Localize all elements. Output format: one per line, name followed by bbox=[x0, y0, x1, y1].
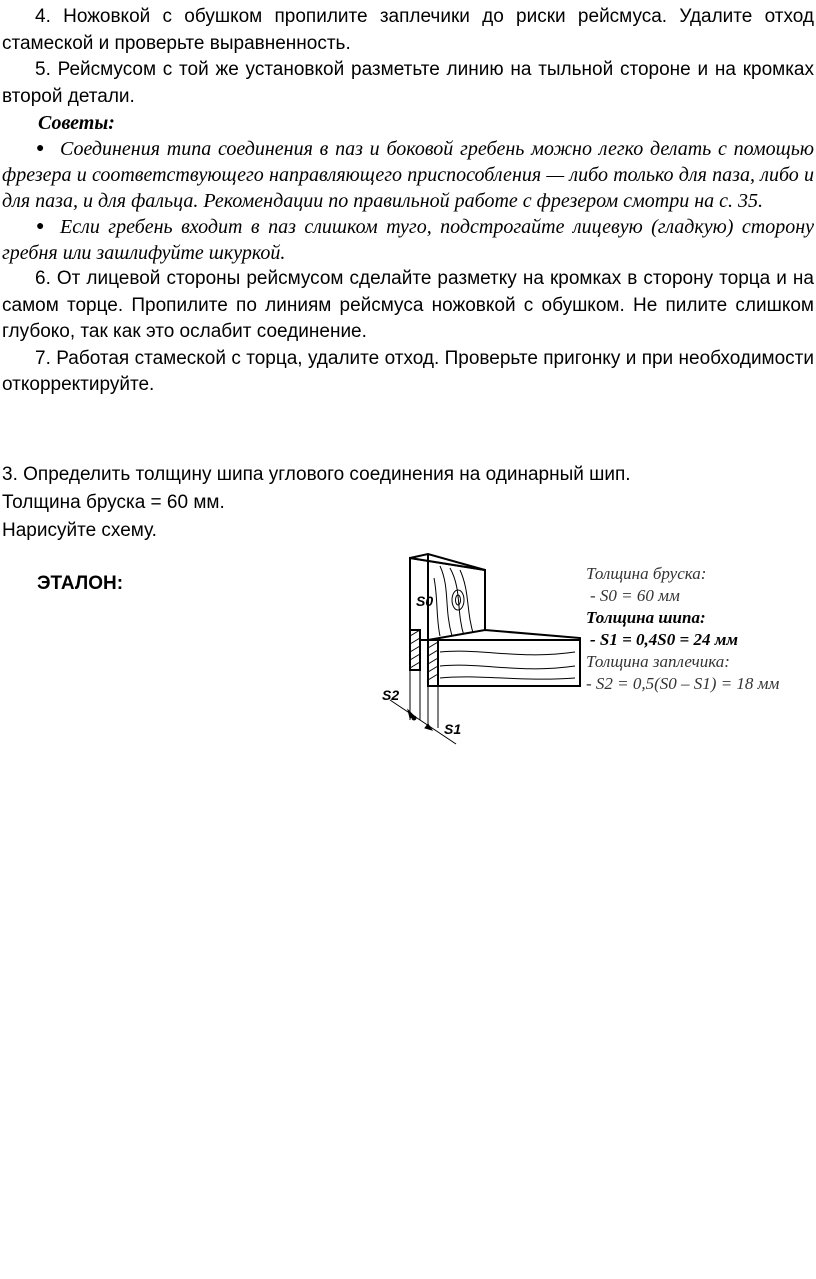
horizontal-bar bbox=[428, 630, 580, 686]
tip-1-text: Соединения типа соединения в паз и боковой гребень можно легко делать с помощью фрезера и соответствующего направляющего приспособления — либо только для паза, либо и для паза, и для фальца. Рекомендации по правильной работе с фрезером смотри на с. 35. bbox=[2, 138, 814, 212]
bar-thickness-title: Толщина бруска: bbox=[586, 564, 707, 583]
label-s2: S2 bbox=[382, 687, 400, 703]
shoulder-thickness-value: - S2 = 0,5(S0 – S1) = 18 мм bbox=[586, 674, 780, 693]
shoulder-thickness-title: Толщина заплечика: bbox=[586, 652, 730, 671]
step-4: 4. Ножовкой с обушком пропилите заплечики до риски рейсмуса. Удалите отход стамеской и проверьте выравненность. bbox=[2, 6, 814, 54]
tip-2-text: Если гребень входит в паз слишком туго, подстрогайте лицевую (гладкую) сторону гребня или зашлифуйте шкуркой. bbox=[2, 216, 814, 264]
etalon-label: ЭТАЛОН: bbox=[37, 573, 124, 594]
tip-2 bbox=[2, 214, 814, 266]
tips-title: Советы: bbox=[38, 112, 115, 134]
step-7: 7. Работая стамеской с торца, удалите отход. Проверьте пригонку и при необходимости откорректируйте. bbox=[2, 347, 814, 395]
task-bar-thickness: Толщина бруска = 60 мм. bbox=[2, 492, 225, 513]
step-5: 5. Рейсмусом с той же установкой разметьте линию на тыльной стороне и на кромках второй детали. bbox=[2, 59, 814, 107]
bullet-icon: ● bbox=[36, 219, 45, 234]
bar-thickness-value: - S0 = 60 мм bbox=[590, 586, 680, 605]
instructions-text bbox=[2, 4, 814, 399]
formulas-block bbox=[586, 563, 779, 695]
joint-diagram bbox=[370, 548, 582, 748]
bullet-icon: ● bbox=[36, 141, 45, 156]
step-6: 6. От лицевой стороны рейсмусом сделайте разметку на кромках в сторону торца и на самом торце. Пропилите по линиям рейсмуса ножовкой с обушком. Не пилите слишком глубоко, так как это ослабит соединение. bbox=[2, 268, 814, 342]
dimension-point bbox=[412, 716, 417, 721]
label-s1: S1 bbox=[444, 721, 462, 737]
tip-1 bbox=[2, 136, 814, 214]
label-s0: S0 bbox=[416, 593, 434, 609]
tenon-thickness-title: Толщина шипа: bbox=[586, 608, 706, 627]
task-draw-scheme: Нарисуйте схему. bbox=[2, 520, 157, 541]
tenon-thickness-value: - S1 = 0,4S0 = 24 мм bbox=[590, 630, 738, 649]
task-statement: 3. Определить толщину шипа углового соединения на одинарный шип. bbox=[2, 464, 631, 485]
